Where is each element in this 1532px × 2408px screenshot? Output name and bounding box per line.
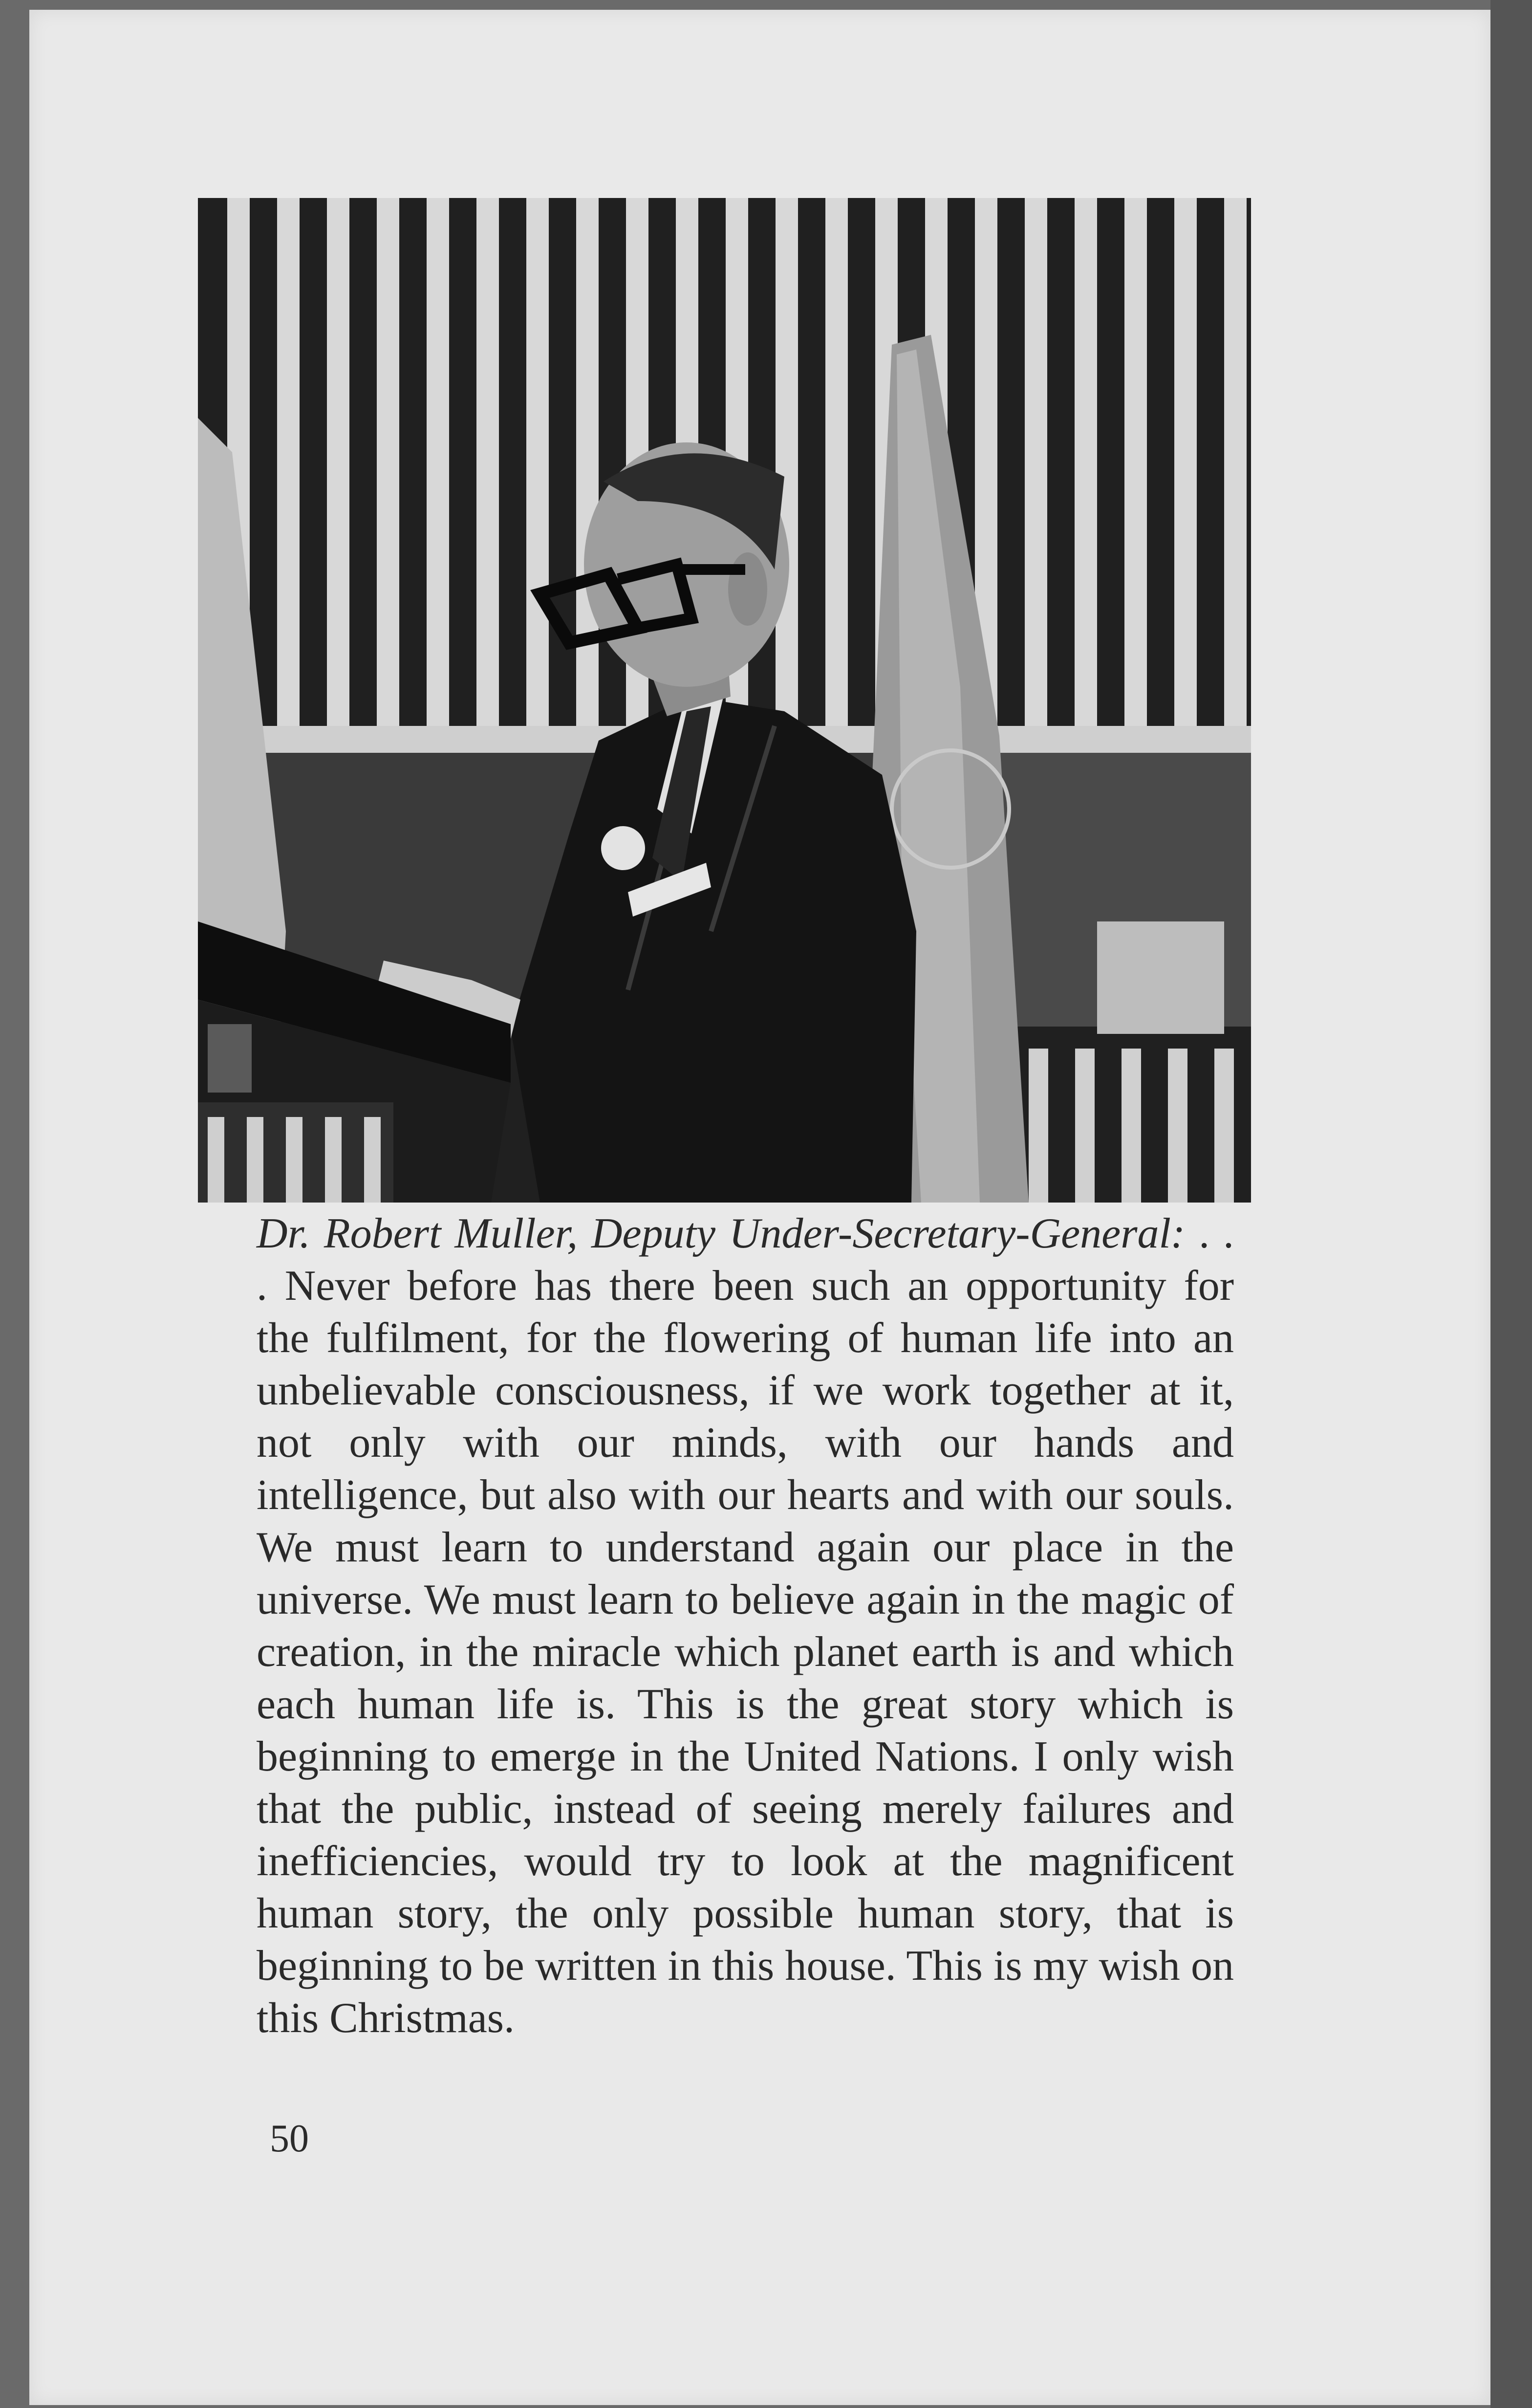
wall-slat <box>825 198 848 726</box>
wall-slat <box>277 198 300 726</box>
page-number: 50 <box>270 2117 309 2160</box>
wall-slat <box>377 198 399 726</box>
wall-slat <box>1168 1049 1187 1203</box>
wall-slat <box>1075 1049 1095 1203</box>
caption-attribution: Dr. Robert Muller, Deputy Under-Secretary-General: <box>257 1210 1186 1257</box>
speaker-photo <box>198 198 1251 1203</box>
wall-slat <box>476 198 499 726</box>
wall-slat <box>1025 198 1047 726</box>
caption-quote: . . . Never before has there been such an opportunity for the fulfilment, for the flowering of human life into an unbelievable consciousness, if we work together at it, not only with our minds, with our hands and intelligence, but also with our hearts and with our souls. We must learn to understand again our place in the universe. We must learn to believe again in the magic of creation, in the miracle which planet earth is and which each human life is. This is the great story which is beginning to emerge in the United Nations. I only wish that the public, instead of seeing merely failures and inefficiencies, would try to look at the magnificent human story, the only possible human story, that is beginning to be written in this house. This is my wish on this Christmas. <box>257 1210 1234 2042</box>
wall-slat <box>325 1117 342 1203</box>
wall-slat <box>286 1117 302 1203</box>
wall-slat <box>364 1117 381 1203</box>
wall-slat <box>776 198 798 726</box>
photo-caption <box>257 1207 1234 2044</box>
man-at-podium-icon <box>198 198 1251 1203</box>
wall-slat <box>1174 198 1197 726</box>
wall-slat <box>526 198 549 726</box>
wall-slat <box>1029 1049 1048 1203</box>
wall-slat <box>427 198 449 726</box>
wall-slat <box>208 1117 224 1203</box>
wall-slat <box>1224 198 1247 726</box>
scanner-edge <box>1490 0 1532 2408</box>
wall-slat <box>1075 198 1097 726</box>
wall-slat <box>1122 1049 1141 1203</box>
wall-slat <box>1124 198 1147 726</box>
wall-slat <box>1214 1049 1234 1203</box>
wall-slat <box>247 1117 263 1203</box>
wall-slat <box>327 198 349 726</box>
